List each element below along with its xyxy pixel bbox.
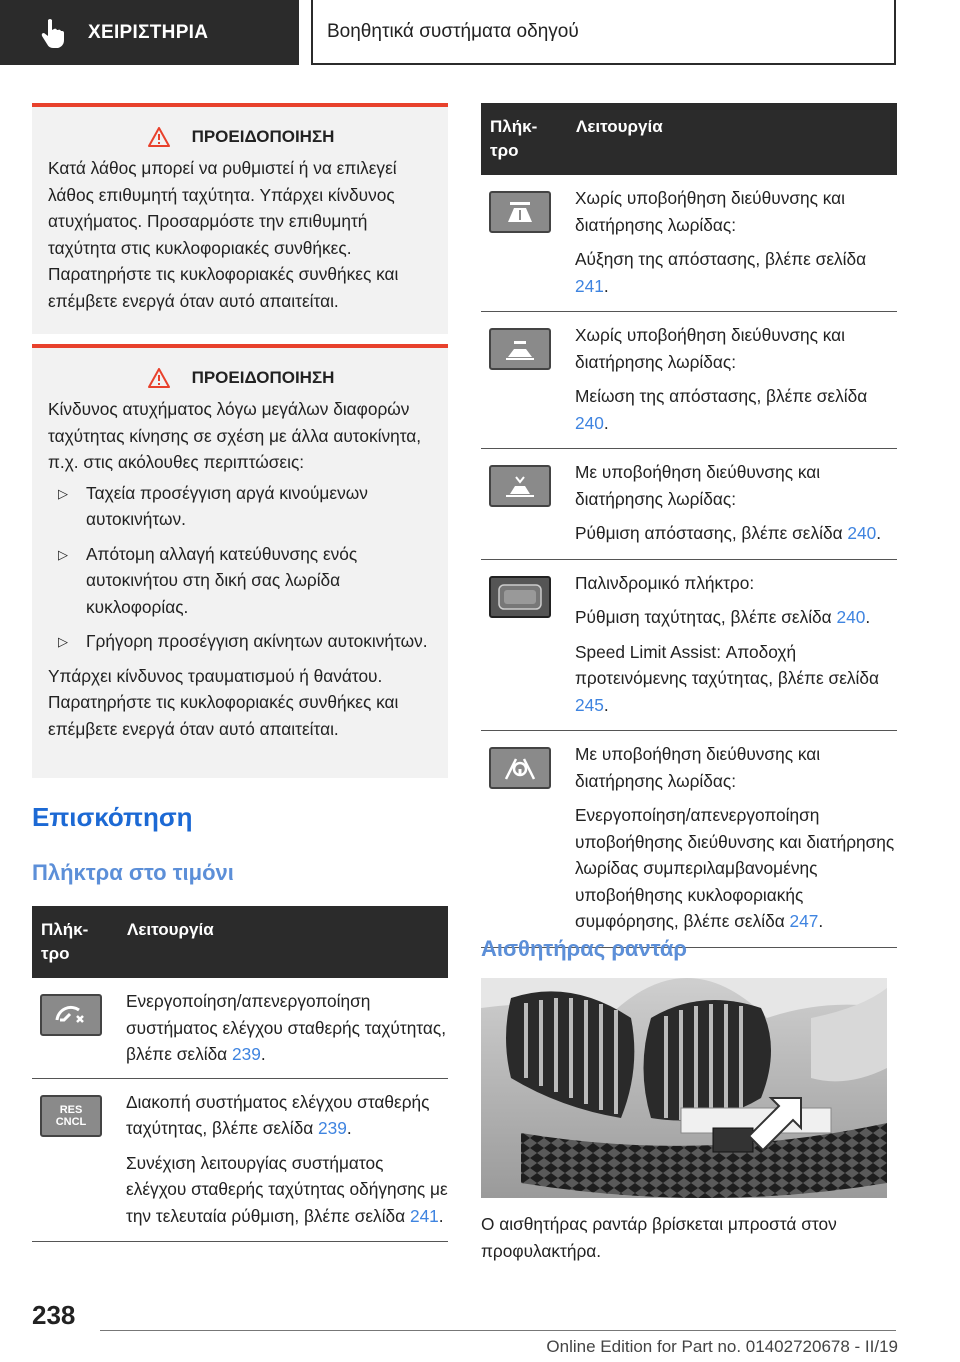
warning-box-2 <box>32 344 448 778</box>
warning-intro: Κίνδυνος ατυχήματος λόγω μεγάλων διαφορών ταχύτητας κίνησης σε σχέση με άλλα αυτοκίνητα, π.χ. στις ακόλουθες περιπτώσεις: <box>48 399 422 472</box>
triangle-bullet-icon: ▷ <box>58 546 68 562</box>
row-text: Ρύθμιση ταχύτητας, βλέπε σελίδα 240. <box>575 607 871 627</box>
row-text: Speed Limit Assist: Αποδοχή προτεινόμενης ταχύτητας, βλέπε σελίδα 245. <box>575 641 879 715</box>
table-header <box>32 906 448 978</box>
list-item: ▷ Ταχεία προσέγγιση αργά κινούμενων αυτοκινήτων. <box>58 482 368 529</box>
page-link[interactable]: 240 <box>575 412 604 433</box>
column-header-function: Λειτουργία <box>576 117 663 136</box>
res-cncl-icon: RES CNCL <box>40 1095 102 1137</box>
radar-heading: Αισθητήρας ραντάρ <box>481 936 688 961</box>
table-row <box>32 978 448 1079</box>
section-tab <box>0 0 299 65</box>
table-row <box>481 175 897 312</box>
table-row <box>481 312 897 449</box>
radar-sensor-photo <box>481 978 887 1198</box>
page-link[interactable]: 247 <box>789 911 819 931</box>
hand-pointer-icon <box>40 18 66 48</box>
row-text: Χωρίς υποβοήθηση διεύθυνσης και διατήρησης λωρίδας: <box>575 188 846 235</box>
radar-caption: Ο αισθητήρας ραντάρ βρίσκεται μπροστά στον προφυλακτήρα. <box>481 1214 837 1261</box>
table-row <box>32 1079 448 1243</box>
overview-heading: Επισκόπηση <box>32 802 193 832</box>
warning-outro: Υπάρχει κίνδυνος τραυματισμού ή θανάτου. Παρατηρήστε τις κυκλοφοριακές συνθήκες και επέμβετε ενεργά όταν αυτό απαιτείται. <box>48 665 399 739</box>
rocker-switch-icon <box>489 576 551 618</box>
row-text: Με υποβοήθηση διεύθυνσης και διατήρησης λωρίδας: <box>575 462 821 509</box>
chapter-header <box>311 0 896 65</box>
row-text: Διακοπή συστήματος ελέγχου σταθερής ταχύτητας, βλέπε σελίδα 239. <box>126 1091 430 1138</box>
footer-divider <box>100 1330 896 1331</box>
page-number: 238 <box>32 1300 76 1330</box>
warning-triangle-icon <box>148 368 170 388</box>
page-link[interactable]: 239 <box>231 1044 261 1064</box>
distance-decrease-icon <box>489 328 551 370</box>
row-text: Χωρίς υποβοήθηση διεύθυνσης και διατήρησης λωρίδας: <box>575 325 846 372</box>
row-text: Ενεργοποίηση/απενεργοποίηση συστήματος ελέγχου σταθερής ταχύτητας, βλέπε σελίδα 239. <box>126 991 447 1064</box>
table-row <box>481 449 897 560</box>
column-header-function: Λειτουργία <box>127 920 214 939</box>
cruise-onoff-icon <box>40 994 102 1036</box>
triangle-bullet-icon: ▷ <box>58 634 68 649</box>
triangle-bullet-icon: ▷ <box>58 485 68 501</box>
page-link[interactable]: 241 <box>409 1205 439 1226</box>
row-text: Ενεργοποίηση/απενεργοποίηση υποβοήθησης διεύθυνσης και διατήρησης λωρίδας συμπεριλαμβανομένης υποβοήθησης κυκλοφοριακής συμφόρησης, βλέπε σελίδα 247. <box>575 805 895 931</box>
page-link[interactable]: 240 <box>847 523 877 543</box>
warning-triangle-icon <box>148 127 170 147</box>
column-header-button: Πλήκ- τρο <box>41 920 89 963</box>
row-text: Μείωση της απόστασης, βλέπε σελίδα 240. <box>575 386 868 433</box>
table-row <box>481 560 897 732</box>
column-header-button: Πλήκ- τρο <box>490 117 538 160</box>
distance-buttons-table <box>481 103 897 948</box>
distance-increase-icon <box>489 191 551 233</box>
steering-buttons-table <box>32 906 448 1242</box>
warning-text: Κατά λάθος μπορεί να ρυθμιστεί ή να επιλεγεί λάθος επιθυμητή ταχύτητα. Υπάρχει κίνδυνος ατυχήματος. Προσαρμόστε την επιθυμητή ταχύτητα στις κυκλοφοριακές συνθήκες. Παρατηρήστε τις κυκλοφοριακές συνθήκες και επέμβετε ενεργά όταν αυτό απαιτείται. <box>48 158 399 311</box>
page-link[interactable]: 239 <box>318 1118 347 1138</box>
footer-edition: Online Edition for Part no. 01402720678 - II/19 <box>546 1337 898 1356</box>
row-text: Αύξηση της απόστασης, βλέπε σελίδα 241. <box>575 249 867 296</box>
page-link[interactable]: 241 <box>575 275 604 296</box>
row-text: Με υποβοήθηση διεύθυνσης και διατήρησης λωρίδας: <box>575 744 821 791</box>
warning-title: ΠΡΟΕΙΔΟΠΟΙΗΣΗ <box>48 368 434 388</box>
distance-assist-icon <box>489 465 551 507</box>
page-link[interactable]: 245 <box>575 694 604 715</box>
list-item: ▷ Απότομη αλλαγή κατεύθυνσης ενός αυτοκινήτου στη δική σας λωρίδα κυκλοφορίας. <box>58 543 358 617</box>
page-link[interactable]: 240 <box>836 607 866 627</box>
row-text: Συνέχιση λειτουργίας συστήματος ελέγχου σταθερής ταχύτητας οδήγησης με την τελευταία ρύθμιση, βλέπε σελίδα 241. <box>126 1152 448 1226</box>
chapter-title: Βοηθητικά συστήματα οδηγού <box>327 20 579 42</box>
steering-buttons-heading: Πλήκτρα στο τιμόνι <box>32 860 234 885</box>
section-title: ΧΕΙΡΙΣΤΗΡΙΑ <box>88 21 209 43</box>
warning-list <box>48 480 434 655</box>
list-item: ▷ Γρήγορη προσέγγιση ακίνητων αυτοκινήτων. <box>48 628 434 655</box>
table-header <box>481 103 897 175</box>
row-text: Παλινδρομικό πλήκτρο: <box>575 572 755 593</box>
table-row <box>481 731 897 948</box>
warning-box-1 <box>32 103 448 334</box>
row-text: Ρύθμιση απόστασης, βλέπε σελίδα 240. <box>575 523 882 543</box>
warning-title: ΠΡΟΕΙΔΟΠΟΙΗΣΗ <box>48 127 434 147</box>
steering-assist-icon <box>489 747 551 789</box>
